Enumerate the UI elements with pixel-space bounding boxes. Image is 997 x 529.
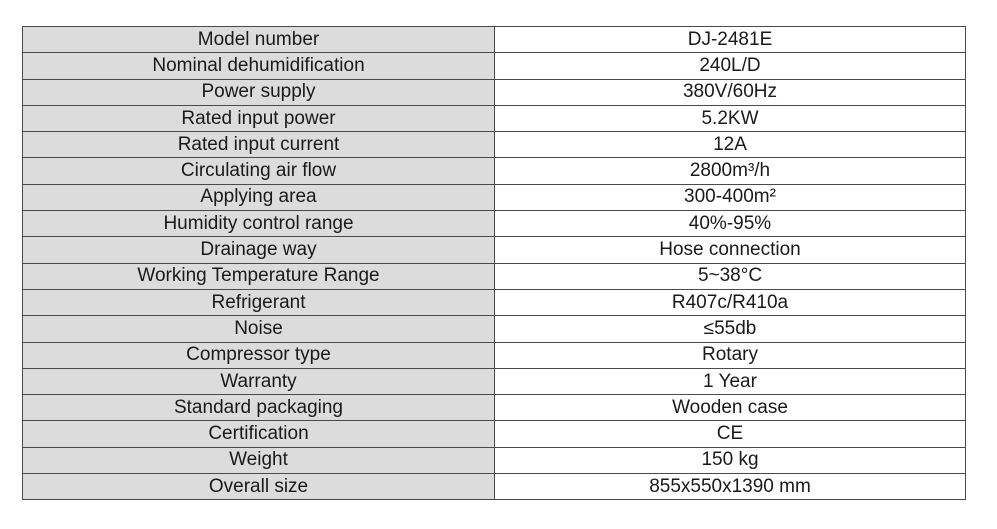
row-label: Certification: [23, 421, 495, 447]
row-label: Rated input power: [23, 105, 495, 131]
row-value: Hose connection: [495, 237, 966, 263]
table-row: [23, 474, 966, 500]
row-label: Overall size: [23, 474, 495, 500]
row-label: Drainage way: [23, 237, 495, 263]
table-row: [23, 395, 966, 421]
row-label: Nominal dehumidification: [23, 53, 495, 79]
table-row: [23, 79, 966, 105]
row-value: 1 Year: [495, 368, 966, 394]
row-label: Weight: [23, 447, 495, 473]
row-label: Applying area: [23, 184, 495, 210]
row-label: Circulating air flow: [23, 158, 495, 184]
row-label: Warranty: [23, 368, 495, 394]
row-value: CE: [495, 421, 966, 447]
row-label: Power supply: [23, 79, 495, 105]
row-label: Standard packaging: [23, 395, 495, 421]
row-value: 240L/D: [495, 53, 966, 79]
table-row: [23, 447, 966, 473]
row-value: Wooden case: [495, 395, 966, 421]
row-value: Rotary: [495, 342, 966, 368]
spec-table-body: [23, 27, 966, 500]
row-value: 40%-95%: [495, 211, 966, 237]
row-label: Noise: [23, 316, 495, 342]
row-value: 380V/60Hz: [495, 79, 966, 105]
table-row: [23, 421, 966, 447]
row-value: 2800m³/h: [495, 158, 966, 184]
table-row: [23, 53, 966, 79]
table-row: [23, 132, 966, 158]
spec-table: [22, 26, 966, 500]
table-row: [23, 158, 966, 184]
row-value: 855x550x1390 mm: [495, 474, 966, 500]
row-label: Working Temperature Range: [23, 263, 495, 289]
table-row: [23, 184, 966, 210]
row-value: ≤55db: [495, 316, 966, 342]
row-label: Compressor type: [23, 342, 495, 368]
table-row: [23, 211, 966, 237]
table-row: [23, 237, 966, 263]
row-label: Humidity control range: [23, 211, 495, 237]
row-value: 150 kg: [495, 447, 966, 473]
row-label: Refrigerant: [23, 289, 495, 315]
table-row: [23, 316, 966, 342]
row-value: 300-400m²: [495, 184, 966, 210]
table-row: [23, 105, 966, 131]
row-label: Model number: [23, 27, 495, 53]
row-label: Rated input current: [23, 132, 495, 158]
table-row: [23, 342, 966, 368]
table-row: [23, 27, 966, 53]
row-value: 5.2KW: [495, 105, 966, 131]
row-value: 5~38°C: [495, 263, 966, 289]
row-value: R407c/R410a: [495, 289, 966, 315]
table-row: [23, 368, 966, 394]
table-row: [23, 263, 966, 289]
row-value: DJ-2481E: [495, 27, 966, 53]
table-row: [23, 289, 966, 315]
row-value: 12A: [495, 132, 966, 158]
